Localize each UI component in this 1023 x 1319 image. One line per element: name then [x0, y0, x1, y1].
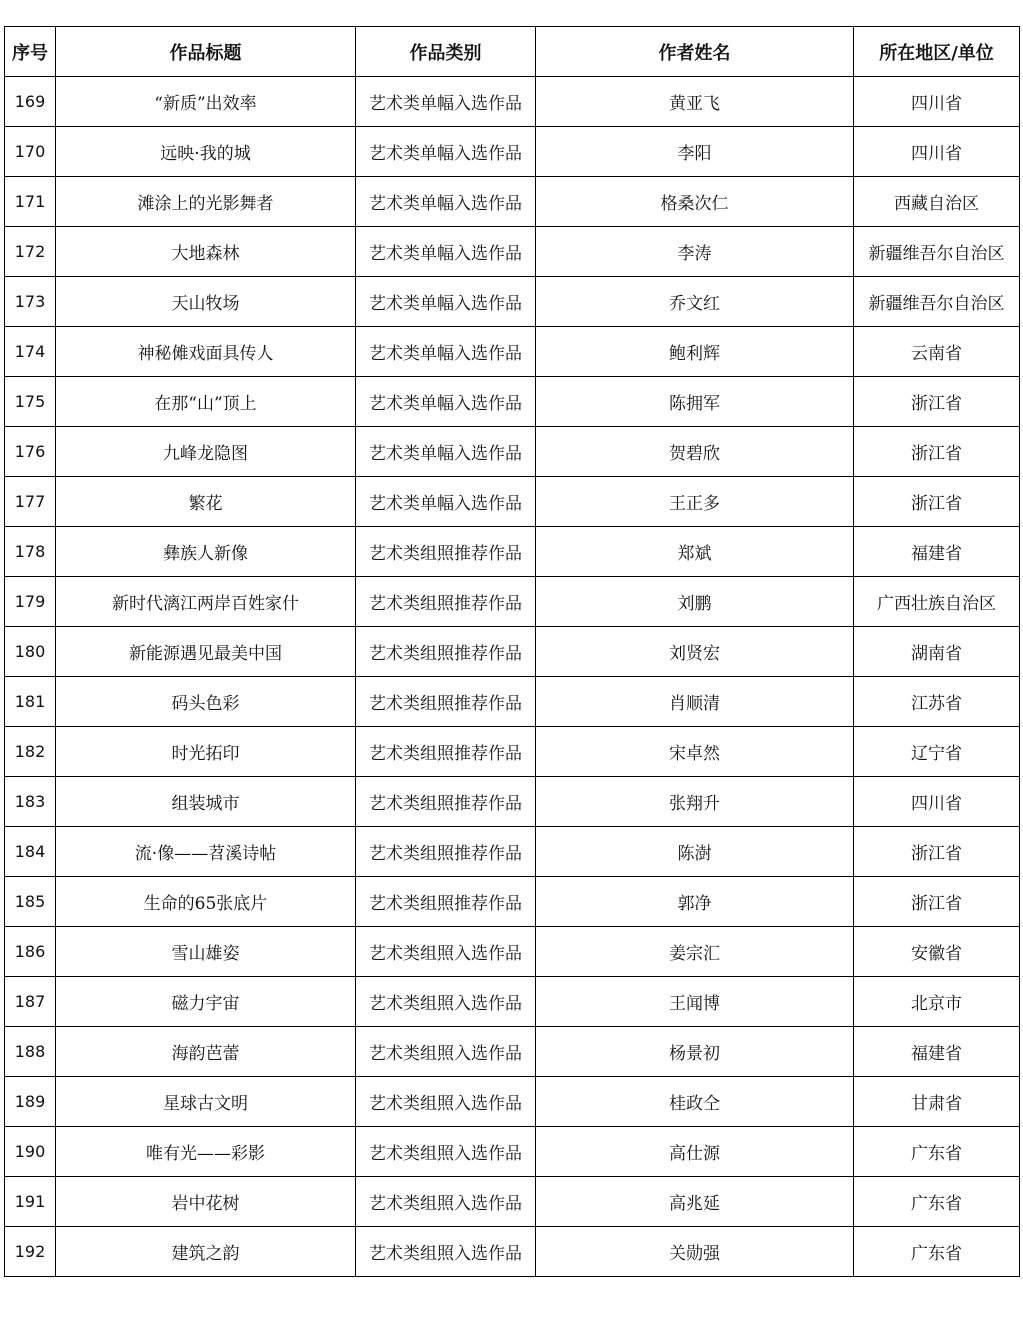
table-header — [5, 27, 1020, 77]
header-title: 作品标题 — [56, 27, 356, 77]
table-row — [5, 577, 1020, 627]
cell-author: 肖顺清 — [536, 677, 854, 727]
cell-index: 190 — [5, 1127, 56, 1177]
cell-category: 艺术类组照入选作品 — [356, 1177, 536, 1227]
cell-author: 格桑次仁 — [536, 177, 854, 227]
cell-index: 173 — [5, 277, 56, 327]
cell-category: 艺术类组照入选作品 — [356, 1127, 536, 1177]
cell-region: 浙江省 — [854, 477, 1020, 527]
cell-region: 广西壮族自治区 — [854, 577, 1020, 627]
cell-title: 天山牧场 — [56, 277, 356, 327]
cell-category: 艺术类单幅入选作品 — [356, 77, 536, 127]
table-row — [5, 427, 1020, 477]
cell-category: 艺术类单幅入选作品 — [356, 377, 536, 427]
table-row — [5, 327, 1020, 377]
cell-category: 艺术类组照推荐作品 — [356, 627, 536, 677]
cell-author: 郭净 — [536, 877, 854, 927]
cell-author: 桂政仝 — [536, 1077, 854, 1127]
cell-region: 浙江省 — [854, 877, 1020, 927]
cell-author: 关勋强 — [536, 1227, 854, 1277]
cell-index: 170 — [5, 127, 56, 177]
header-region: 所在地区/单位 — [854, 27, 1020, 77]
cell-index: 184 — [5, 827, 56, 877]
cell-title: 流·像——苕溪诗帖 — [56, 827, 356, 877]
cell-title: 新时代漓江两岸百姓家什 — [56, 577, 356, 627]
table-row — [5, 777, 1020, 827]
cell-author: 李阳 — [536, 127, 854, 177]
cell-region: 北京市 — [854, 977, 1020, 1027]
cell-author: 刘鹏 — [536, 577, 854, 627]
cell-author: 黄亚飞 — [536, 77, 854, 127]
cell-author: 王闻博 — [536, 977, 854, 1027]
cell-author: 宋卓然 — [536, 727, 854, 777]
cell-author: 杨景初 — [536, 1027, 854, 1077]
cell-region: 云南省 — [854, 327, 1020, 377]
table-row — [5, 477, 1020, 527]
cell-region: 福建省 — [854, 1027, 1020, 1077]
cell-category: 艺术类单幅入选作品 — [356, 177, 536, 227]
cell-title: 远映·我的城 — [56, 127, 356, 177]
cell-author: 陈澍 — [536, 827, 854, 877]
works-table — [4, 26, 1020, 1277]
table-row — [5, 1227, 1020, 1277]
cell-region: 四川省 — [854, 127, 1020, 177]
cell-author: 高仕源 — [536, 1127, 854, 1177]
cell-category: 艺术类组照推荐作品 — [356, 727, 536, 777]
cell-category: 艺术类单幅入选作品 — [356, 477, 536, 527]
cell-author: 刘贤宏 — [536, 627, 854, 677]
cell-region: 浙江省 — [854, 827, 1020, 877]
cell-author: 张翔升 — [536, 777, 854, 827]
table-row — [5, 1177, 1020, 1227]
cell-category: 艺术类组照入选作品 — [356, 977, 536, 1027]
table-row — [5, 1027, 1020, 1077]
cell-author: 贺碧欣 — [536, 427, 854, 477]
cell-region: 广东省 — [854, 1227, 1020, 1277]
table-row — [5, 827, 1020, 877]
header-author: 作者姓名 — [536, 27, 854, 77]
cell-category: 艺术类组照推荐作品 — [356, 877, 536, 927]
cell-region: 广东省 — [854, 1127, 1020, 1177]
table-row — [5, 1127, 1020, 1177]
cell-title: 生命的65张底片 — [56, 877, 356, 927]
cell-title: 码头色彩 — [56, 677, 356, 727]
table-row — [5, 177, 1020, 227]
cell-title: 九峰龙隐图 — [56, 427, 356, 477]
cell-region: 西藏自治区 — [854, 177, 1020, 227]
cell-index: 177 — [5, 477, 56, 527]
cell-title: 星球古文明 — [56, 1077, 356, 1127]
table-row — [5, 977, 1020, 1027]
cell-index: 178 — [5, 527, 56, 577]
cell-title: 海韵芭蕾 — [56, 1027, 356, 1077]
cell-title: 时光拓印 — [56, 727, 356, 777]
cell-title: 彝族人新像 — [56, 527, 356, 577]
table-row — [5, 927, 1020, 977]
cell-category: 艺术类组照推荐作品 — [356, 777, 536, 827]
table-row — [5, 627, 1020, 677]
header-index: 序号 — [5, 27, 56, 77]
cell-title: 繁花 — [56, 477, 356, 527]
cell-index: 169 — [5, 77, 56, 127]
header-row — [5, 27, 1020, 77]
cell-author: 乔文红 — [536, 277, 854, 327]
cell-author: 李涛 — [536, 227, 854, 277]
header-category: 作品类别 — [356, 27, 536, 77]
cell-index: 175 — [5, 377, 56, 427]
table-row — [5, 677, 1020, 727]
cell-region: 江苏省 — [854, 677, 1020, 727]
table-row — [5, 277, 1020, 327]
cell-region: 浙江省 — [854, 377, 1020, 427]
cell-author: 郑斌 — [536, 527, 854, 577]
cell-category: 艺术类单幅入选作品 — [356, 127, 536, 177]
cell-index: 179 — [5, 577, 56, 627]
cell-category: 艺术类单幅入选作品 — [356, 327, 536, 377]
cell-title: 雪山雄姿 — [56, 927, 356, 977]
cell-region: 福建省 — [854, 527, 1020, 577]
cell-region: 甘肃省 — [854, 1077, 1020, 1127]
cell-region: 新疆维吾尔自治区 — [854, 277, 1020, 327]
cell-author: 鲍利辉 — [536, 327, 854, 377]
cell-index: 183 — [5, 777, 56, 827]
cell-category: 艺术类组照入选作品 — [356, 1227, 536, 1277]
cell-category: 艺术类单幅入选作品 — [356, 277, 536, 327]
cell-title: 组装城市 — [56, 777, 356, 827]
cell-author: 高兆延 — [536, 1177, 854, 1227]
cell-index: 174 — [5, 327, 56, 377]
cell-title: “新质”出效率 — [56, 77, 356, 127]
cell-title: 磁力宇宙 — [56, 977, 356, 1027]
cell-category: 艺术类单幅入选作品 — [356, 427, 536, 477]
cell-title: 滩涂上的光影舞者 — [56, 177, 356, 227]
cell-category: 艺术类组照入选作品 — [356, 1027, 536, 1077]
cell-category: 艺术类组照推荐作品 — [356, 577, 536, 627]
cell-region: 四川省 — [854, 777, 1020, 827]
cell-author: 王正多 — [536, 477, 854, 527]
table-row — [5, 1077, 1020, 1127]
cell-title: 岩中花树 — [56, 1177, 356, 1227]
cell-title: 新能源遇见最美中国 — [56, 627, 356, 677]
cell-region: 安徽省 — [854, 927, 1020, 977]
cell-index: 188 — [5, 1027, 56, 1077]
cell-author: 姜宗汇 — [536, 927, 854, 977]
cell-title: 在那“山”顶上 — [56, 377, 356, 427]
cell-title: 大地森林 — [56, 227, 356, 277]
cell-index: 180 — [5, 627, 56, 677]
cell-index: 186 — [5, 927, 56, 977]
table-row — [5, 727, 1020, 777]
cell-index: 185 — [5, 877, 56, 927]
cell-index: 182 — [5, 727, 56, 777]
cell-category: 艺术类组照推荐作品 — [356, 677, 536, 727]
cell-category: 艺术类组照推荐作品 — [356, 527, 536, 577]
table-row — [5, 877, 1020, 927]
cell-region: 辽宁省 — [854, 727, 1020, 777]
table-row — [5, 527, 1020, 577]
table-body — [5, 77, 1020, 1277]
cell-category: 艺术类组照入选作品 — [356, 927, 536, 977]
cell-index: 191 — [5, 1177, 56, 1227]
cell-index: 181 — [5, 677, 56, 727]
table-row — [5, 77, 1020, 127]
cell-index: 187 — [5, 977, 56, 1027]
table-row — [5, 377, 1020, 427]
cell-author: 陈拥军 — [536, 377, 854, 427]
cell-title: 神秘傩戏面具传人 — [56, 327, 356, 377]
cell-region: 广东省 — [854, 1177, 1020, 1227]
cell-title: 建筑之韵 — [56, 1227, 356, 1277]
cell-index: 171 — [5, 177, 56, 227]
cell-region: 四川省 — [854, 77, 1020, 127]
cell-region: 新疆维吾尔自治区 — [854, 227, 1020, 277]
cell-category: 艺术类单幅入选作品 — [356, 227, 536, 277]
cell-index: 192 — [5, 1227, 56, 1277]
cell-category: 艺术类组照推荐作品 — [356, 827, 536, 877]
cell-index: 189 — [5, 1077, 56, 1127]
cell-title: 唯有光——彩影 — [56, 1127, 356, 1177]
cell-region: 浙江省 — [854, 427, 1020, 477]
table-row — [5, 127, 1020, 177]
table-row — [5, 227, 1020, 277]
cell-index: 176 — [5, 427, 56, 477]
cell-region: 湖南省 — [854, 627, 1020, 677]
cell-index: 172 — [5, 227, 56, 277]
cell-category: 艺术类组照入选作品 — [356, 1077, 536, 1127]
